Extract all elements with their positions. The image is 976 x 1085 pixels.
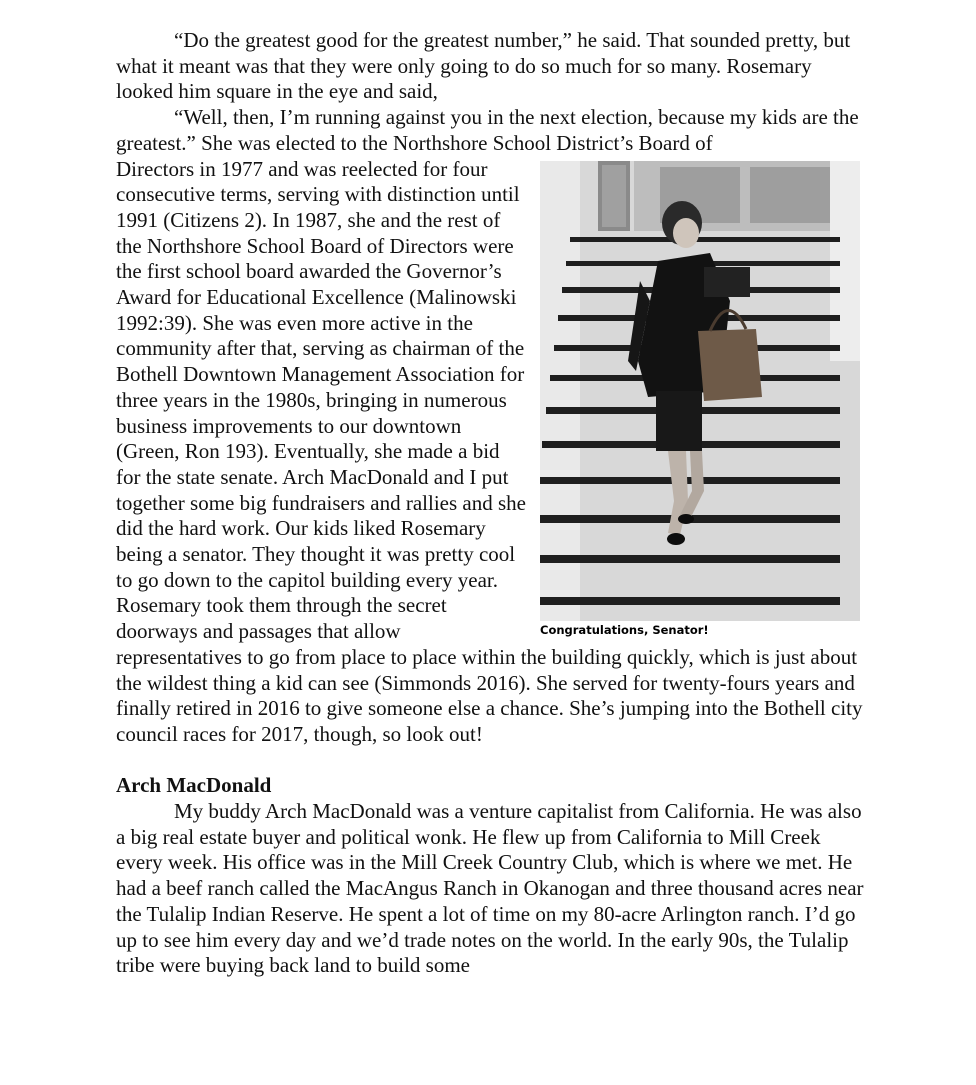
senator-photo-figure: [540, 161, 864, 637]
paragraph-rosemary-career: Directors in 1977 and was reelected for four consecutive terms, serving with distinction until 1991 (Citizens 2). In 1987, she and the rest of the Northshore School Board of Directors were the first school board awarded the Governor’s Award for Educational Excellence (Malinowski 1992:39). She was even more active in the community after that, serving as chairman of the Bothell Downtown Management Association for three years in the 1980s, bringing in numerous business improvements to our downtown (Green, Ron 193). Eventually, she made a bid for the state senate. Arch MacDonald and I put together some big fundraisers and rallies and she did the hard work. Our kids liked Rosemary being a senator. They thought it was pretty cool to go down to the capitol building every year. Rosemary took them through the secret doorways and passages that allow representatives to go from place to place within the building quickly, which is just about the wildest thing a kid can see (Simmonds 2016). She served for twenty-fours years and finally retired in 2016 to give someone else a chance. She’s jumping into the Bothell city council races for 2017, though, so look out!: [116, 156, 863, 746]
senator-photo: [540, 161, 860, 621]
paragraph-greatest-good: “Do the greatest good for the greatest number,” he said. That sounded pretty, but what it meant was that they were only going to do so much for so many. Rosemary looked him square in the eye and said,: [116, 28, 851, 104]
paragraph-running-intro: “Well, then, I’m running against you in the next election, because my kids are the greatest.” She was elected to the Northshore School District’s Board of: [116, 105, 859, 155]
document-page: [116, 28, 864, 979]
section-heading-arch-macdonald: Arch MacDonald: [116, 773, 272, 798]
paragraph-arch-macdonald: My buddy Arch MacDonald was a venture capitalist from California. He was also a big real estate buyer and political wonk. He flew up from California to Mill Creek every week. His office was in the Mill Creek Country Club, which is where we met. He had a beef ranch called the MacAngus Ranch in Okanogan and three thousand acres near the Tulalip Indian Reserve. He spent a lot of time on my 80-acre Arlington ranch. I’d go up to see him every day and we’d trade notes on the world. In the early 90s, the Tulalip tribe were buying back land to build some: [116, 799, 864, 978]
photo-caption: Congratulations, Senator!: [540, 622, 709, 637]
